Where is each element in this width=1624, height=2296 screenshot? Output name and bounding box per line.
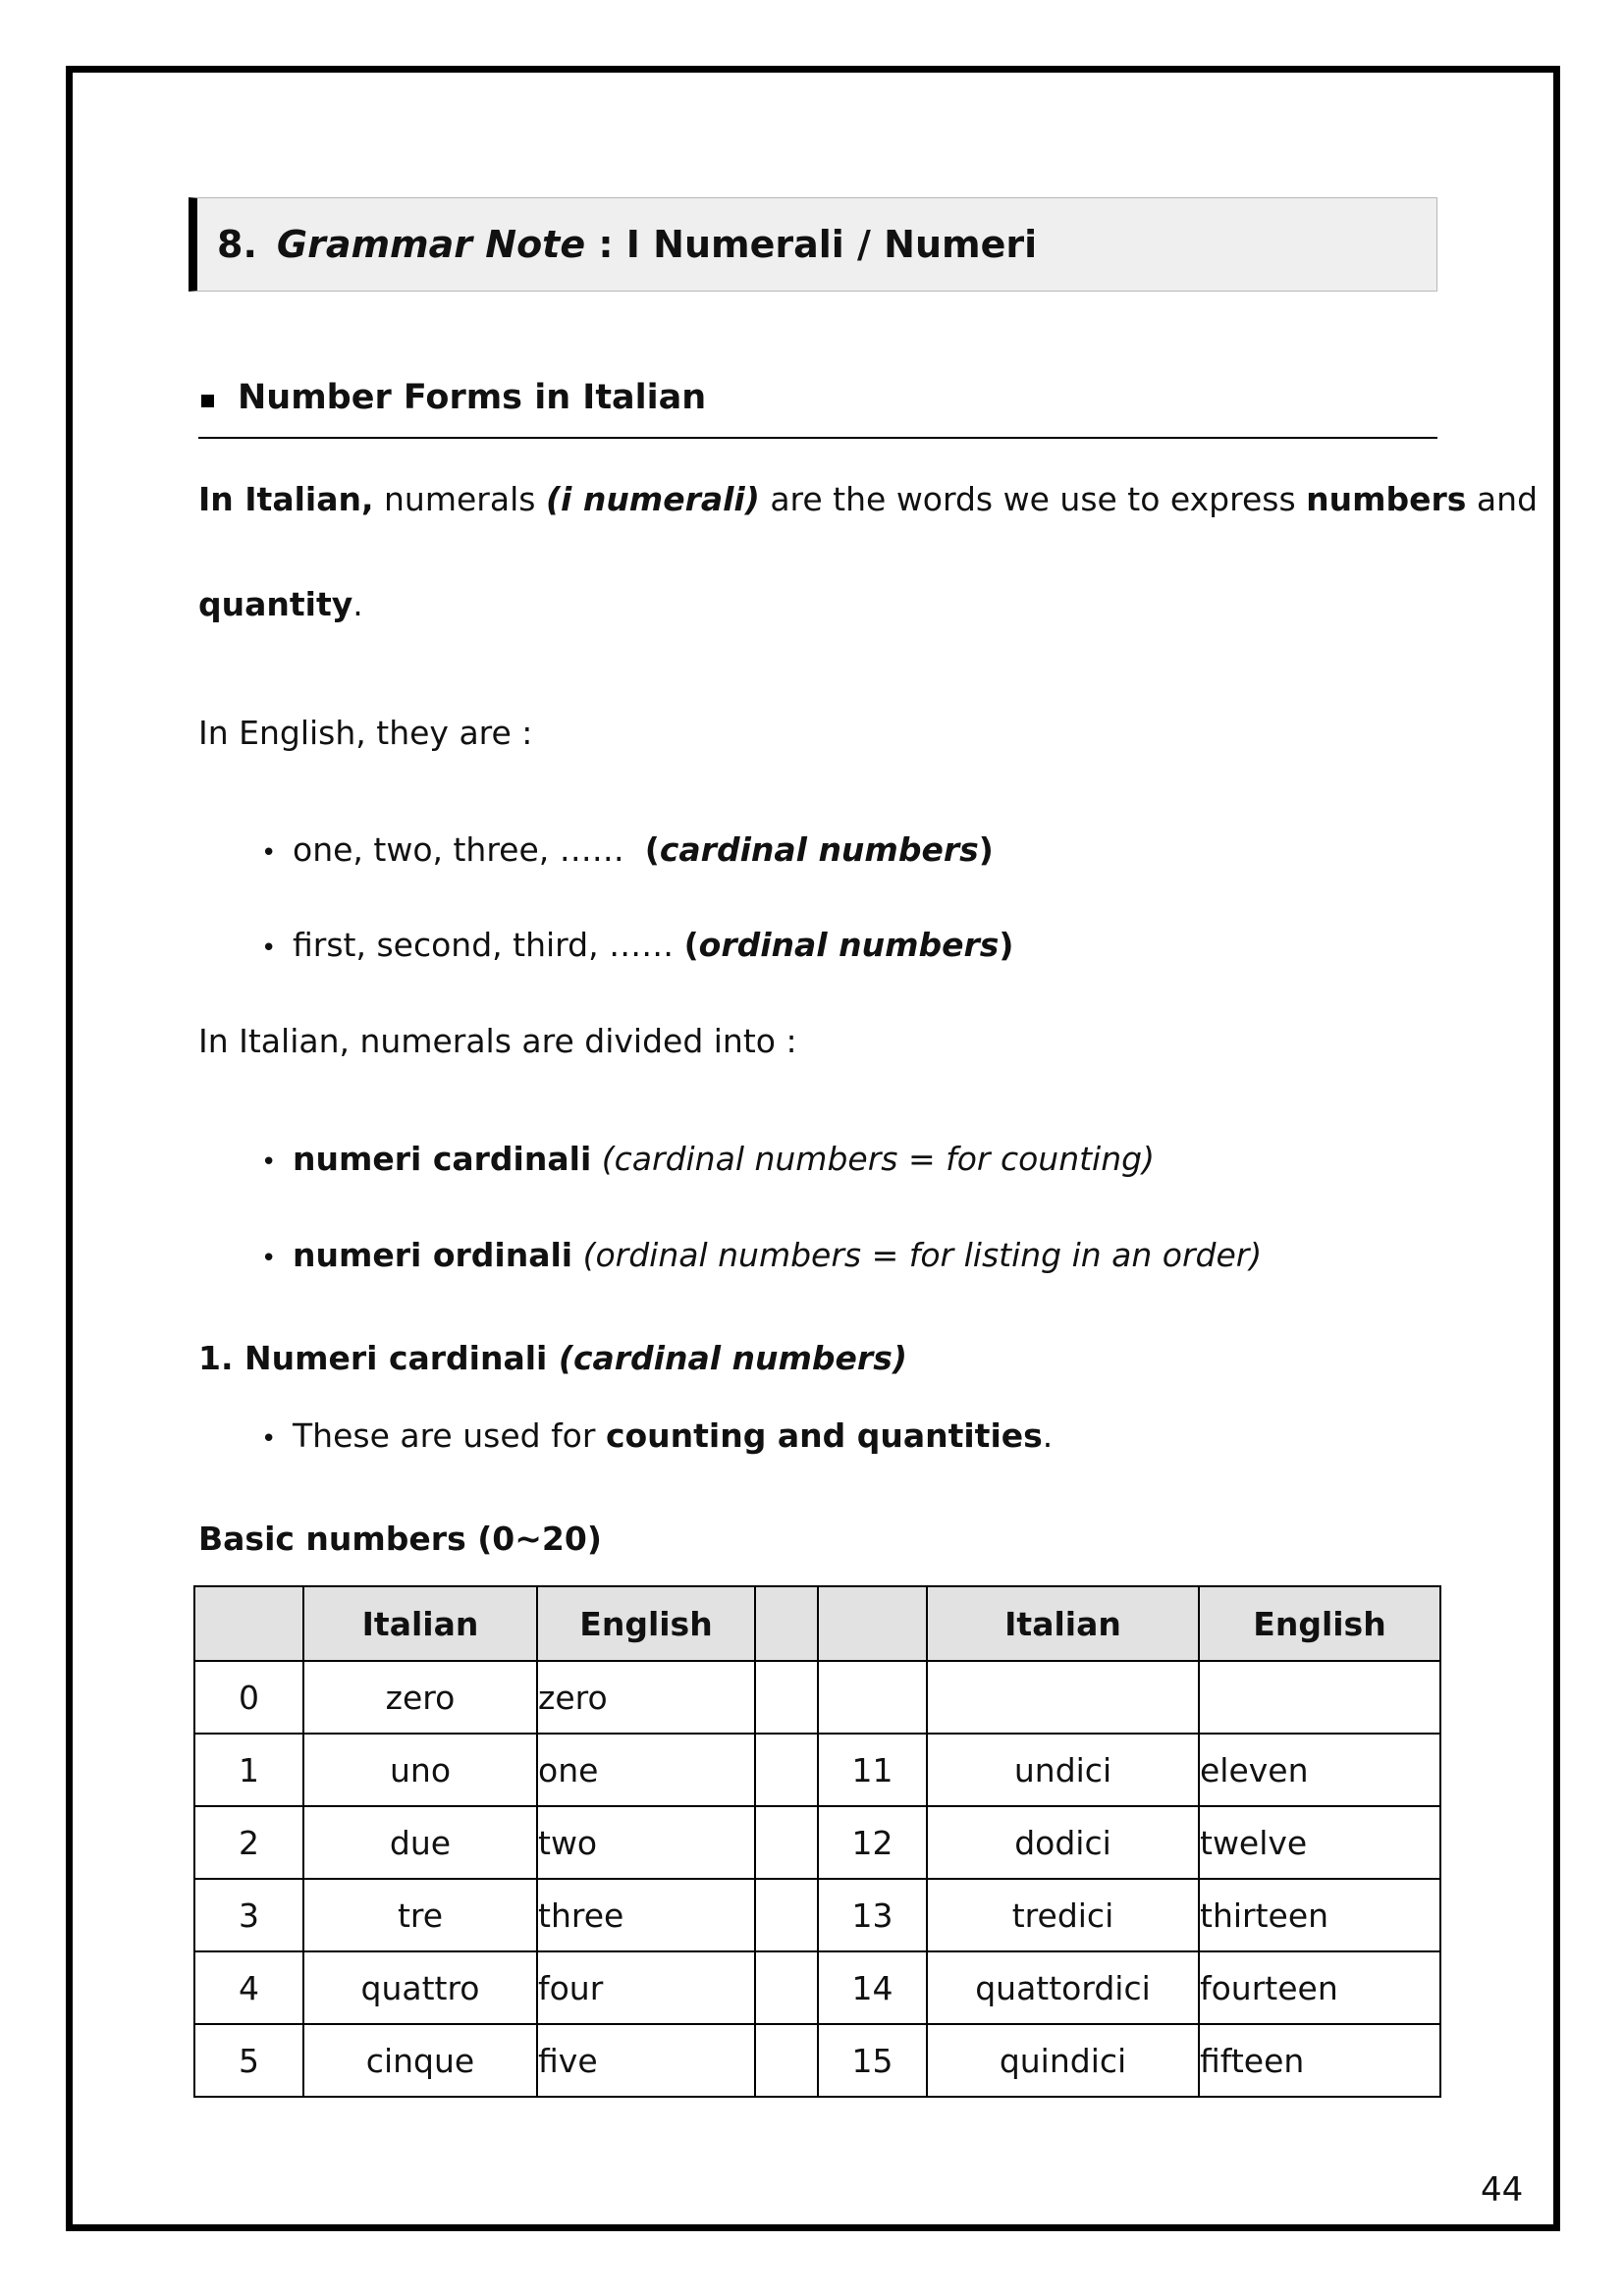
table-row <box>194 1661 1440 1734</box>
table-row <box>194 1734 1440 1806</box>
table-cell: 3 <box>194 1879 303 1951</box>
table-cell: due <box>303 1806 537 1879</box>
english-bullet-cardinal <box>261 829 994 874</box>
subheading <box>198 378 1437 439</box>
intro-line-2 <box>198 584 363 625</box>
section-title-rest: : I Numerali / Numeri <box>585 223 1038 266</box>
table-cell: tre <box>303 1879 537 1951</box>
bullet-paren-open: ( <box>683 926 699 964</box>
intro-term: (i numerali) <box>545 480 760 518</box>
bullet-dot-icon: • <box>261 1148 277 1177</box>
table-cell: uno <box>303 1734 537 1806</box>
bullet-gloss: (ordinal numbers = for listing in an order) <box>572 1236 1263 1274</box>
table-cell: dodici <box>927 1806 1199 1879</box>
table-cell <box>755 1734 818 1806</box>
table-cell: 2 <box>194 1806 303 1879</box>
table-cell: 13 <box>818 1879 927 1951</box>
table-cell: 4 <box>194 1951 303 2024</box>
bullet-paren-close: ) <box>999 926 1014 964</box>
table-cell <box>755 2024 818 2097</box>
table-cell: 0 <box>194 1661 303 1734</box>
header-cell: Italian <box>303 1586 537 1661</box>
table-row <box>194 2024 1440 2097</box>
square-bullet-icon <box>201 395 214 407</box>
section1-title-bold: 1. Numeri cardinali <box>198 1339 559 1377</box>
table-cell: undici <box>927 1734 1199 1806</box>
table-cell: eleven <box>1199 1734 1440 1806</box>
english-bullet-ordinal <box>261 925 1013 969</box>
table-header-row <box>194 1586 1440 1661</box>
table-cell: five <box>537 2024 755 2097</box>
bullet-term: cardinal numbers <box>659 830 979 869</box>
table-cell: 11 <box>818 1734 927 1806</box>
intro-period: . <box>352 585 363 623</box>
table-cell: fourteen <box>1199 1951 1440 2024</box>
italian-bullet-cardinali <box>261 1139 1155 1183</box>
table-cell: four <box>537 1951 755 2024</box>
italian-intro: In Italian, numerals are divided into : <box>198 1022 797 1060</box>
header-cell: English <box>1199 1586 1440 1661</box>
bullet-bold: counting and quantities <box>605 1416 1043 1455</box>
intro-bold-lead: In Italian, <box>198 480 374 518</box>
table-cell: cinque <box>303 2024 537 2097</box>
bullet-paren-open: ( <box>644 830 660 869</box>
table-cell: 5 <box>194 2024 303 2097</box>
bullet-dot-icon: • <box>261 1424 277 1454</box>
table-cell <box>755 1661 818 1734</box>
table-cell: thirteen <box>1199 1879 1440 1951</box>
subheading-text: Number Forms in Italian <box>238 378 707 417</box>
table-cell: two <box>537 1806 755 1879</box>
header-cell <box>194 1586 303 1661</box>
bullet-period: . <box>1042 1416 1054 1455</box>
page-number: 44 <box>1481 2170 1524 2210</box>
table-cell: 14 <box>818 1951 927 2024</box>
intro-bold-quantity: quantity <box>198 585 353 623</box>
section-header <box>189 197 1437 292</box>
table-cell: twelve <box>1199 1806 1440 1879</box>
bullet-paren-close: ) <box>978 830 994 869</box>
table-cell: quindici <box>927 2024 1199 2097</box>
bullet-term: numeri cardinali <box>293 1140 592 1178</box>
bullet-text: first, second, third, …… <box>293 926 684 964</box>
table-cell <box>818 1661 927 1734</box>
table-cell <box>927 1661 1199 1734</box>
english-intro: In English, they are : <box>198 714 533 752</box>
table-row <box>194 1879 1440 1951</box>
table-cell: one <box>537 1734 755 1806</box>
section-title-italic: Grammar Note <box>276 223 586 266</box>
table-cell: zero <box>537 1661 755 1734</box>
bullet-term: numeri ordinali <box>293 1236 573 1274</box>
table-cell <box>755 1951 818 2024</box>
section1-title-italic: (cardinal numbers) <box>558 1339 907 1377</box>
bullet-gloss: (cardinal numbers = for counting) <box>591 1140 1155 1178</box>
table-cell: quattro <box>303 1951 537 2024</box>
table-row <box>194 1806 1440 1879</box>
section-number: 8. <box>217 223 257 266</box>
table-cell <box>1199 1661 1440 1734</box>
intro-bold-numbers: numbers <box>1306 480 1467 518</box>
table-row <box>194 1951 1440 2024</box>
bullet-text: one, two, three, …… <box>293 830 645 869</box>
numbers-table <box>193 1585 1441 2098</box>
header-cell <box>818 1586 927 1661</box>
section1-title <box>198 1338 907 1379</box>
bullet-term: ordinal numbers <box>698 926 1000 964</box>
table-cell: zero <box>303 1661 537 1734</box>
table-cell: 12 <box>818 1806 927 1879</box>
header-cell: Italian <box>927 1586 1199 1661</box>
table-title: Basic numbers (0~20) <box>198 1520 602 1558</box>
bullet-text: These are used for <box>293 1416 606 1455</box>
italian-bullet-ordinali <box>261 1235 1262 1279</box>
intro-text-2: are the words we use to express <box>759 480 1307 518</box>
bullet-dot-icon: • <box>261 934 277 963</box>
intro-line-1 <box>198 479 1538 520</box>
table-cell: quattordici <box>927 1951 1199 2024</box>
bullet-dot-icon: • <box>261 1244 277 1273</box>
bullet-dot-icon: • <box>261 838 277 868</box>
table-cell <box>755 1806 818 1879</box>
table-cell: tredici <box>927 1879 1199 1951</box>
table-cell: 1 <box>194 1734 303 1806</box>
intro-text: numerals <box>373 480 546 518</box>
table-cell: fifteen <box>1199 2024 1440 2097</box>
table-cell <box>755 1879 818 1951</box>
header-cell <box>755 1586 818 1661</box>
intro-text-3: and <box>1466 480 1539 518</box>
section1-bullet <box>261 1415 1053 1460</box>
header-cell: English <box>537 1586 755 1661</box>
table-cell: 15 <box>818 2024 927 2097</box>
table-cell: three <box>537 1879 755 1951</box>
